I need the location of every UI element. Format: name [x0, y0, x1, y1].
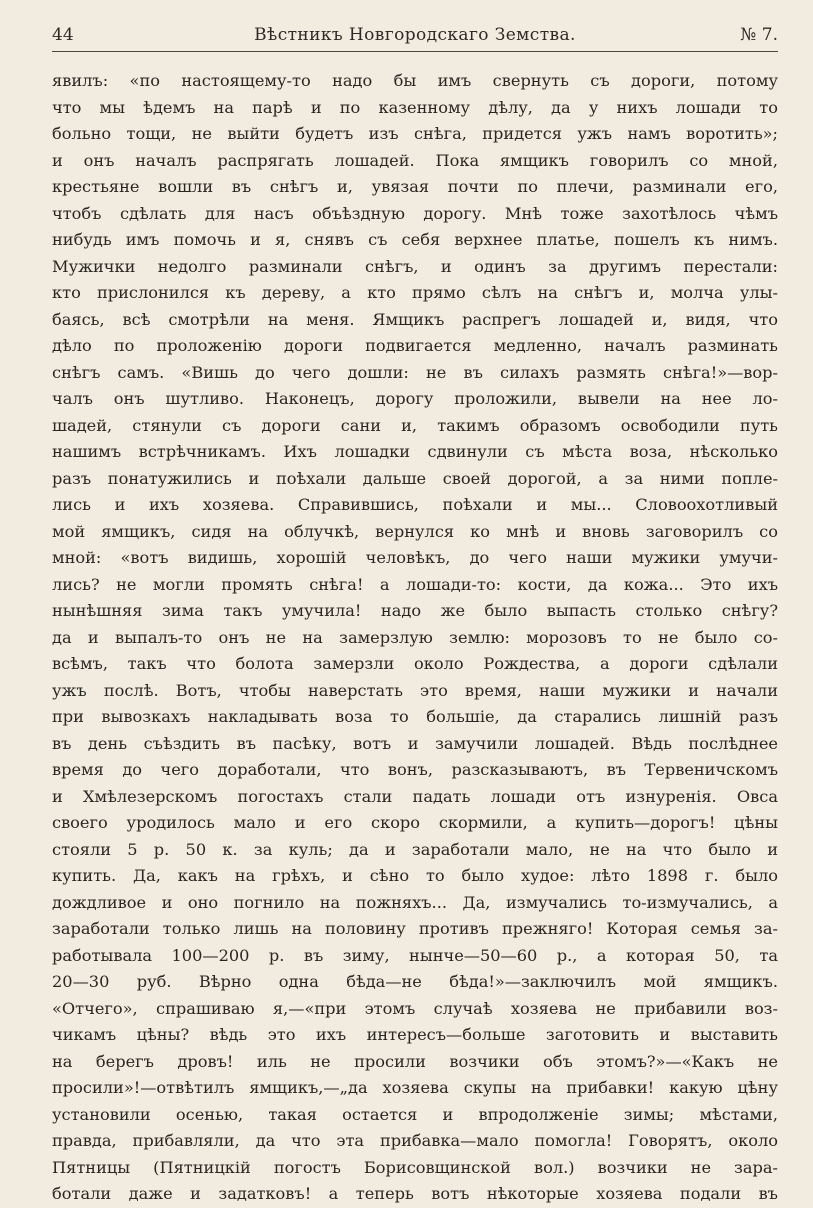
text-line: баясь, всѣ смотрѣли на меня. Ямщикъ распрегъ лошадей и, видя, что	[52, 309, 778, 329]
text-line: ужъ послѣ. Вотъ, чтобы наверстать это время, наши мужики и начали	[52, 680, 778, 700]
text-line: мной: «вотъ видишь, хорошій человѣкъ, до чего наши мужики умучи-	[52, 548, 778, 567]
text-line: нибудь имъ помочь и я, снявъ съ себя верхнее платье, пошелъ къ нимъ.	[52, 230, 778, 249]
text-line: явилъ: «по настоящему-то надо бы имъ свернуть съ дороги, потому	[52, 71, 778, 90]
text-line: крестьяне вошли въ снѣгъ и, увязая почти по плечи, разминали его,	[52, 177, 778, 196]
text-line: дождливое и оно погнило на пожняхъ... Да, измучались то-измучались, а	[52, 892, 778, 912]
running-header	[52, 22, 778, 48]
text-line: своего уродилось мало и его скоро скормили, а купить—дорогъ! цѣны	[52, 813, 778, 832]
text-line: что мы ѣдемъ на парѣ и по казенному дѣлу, да у нихъ лошади то	[52, 97, 778, 117]
body-text	[52, 68, 778, 1208]
text-line: чтобъ сдѣлать для насъ объѣздную дорогу. Мнѣ тоже захотѣлось чѣмъ	[52, 203, 778, 223]
text-line: Мужички недолго разминали снѣгъ, и одинъ за другимъ перестали:	[52, 256, 778, 276]
text-line: лись? не могли промять снѣга! а лошади-то: кости, да кожа... Это ихъ	[52, 574, 778, 594]
text-line: снѣгъ самъ. «Вишь до чего дошли: не въ силахъ размять снѣга!»—вор-	[52, 362, 778, 382]
page-number: 44	[52, 25, 74, 45]
text-line: установили осенью, такая остается и впродолженіе зимы; мѣстами,	[52, 1104, 778, 1124]
issue-number: № 7.	[740, 25, 778, 45]
text-line: и Хмѣлезерскомъ погостахъ стали падать лошади отъ изнуренія. Овса	[52, 786, 778, 806]
header-rule	[52, 51, 778, 52]
text-line: на берегъ дровъ! иль не просили возчики объ этомъ?»—«Какъ не	[52, 1051, 778, 1071]
text-line: разъ понатужились и поѣхали дальше своей дорогой, а за ними попле-	[52, 468, 778, 488]
text-line: и онъ началъ распрягать лошадей. Пока ямщикъ говорилъ со мной,	[52, 150, 778, 170]
text-line: просили»!—отвѣтилъ ямщикъ,—„да хозяева скупы на прибавки! какую цѣну	[52, 1078, 778, 1097]
text-line: дѣло по проложенію дороги подвигается медленно, началъ разминать	[52, 336, 778, 355]
text-line: заработали только лишь на половину противъ прежняго! Которая семья за-	[52, 919, 778, 938]
text-line: Пятницы (Пятницкій погостъ Борисовщинской вол.) возчики не зара-	[52, 1157, 778, 1177]
text-line: нынѣшняя зима такъ умучила! надо же было выпасть столько снѣгу?	[52, 601, 778, 620]
text-line: при вывозкахъ накладывать воза то большіе, да старались лишній разъ	[52, 707, 778, 726]
text-line: время до чего доработали, что вонъ, разсказываютъ, въ Тервеничскомъ	[52, 760, 778, 779]
text-line: работывала 100—200 р. въ зиму, нынче—50—60 р., а которая 50, та	[52, 945, 778, 965]
text-line: въ день съѣздить въ пасѣку, вотъ и замучили лошадей. Вѣдь послѣднее	[52, 733, 778, 753]
text-line: чалъ онъ шутливо. Наконецъ, дорогу проложили, вывели на нее ло-	[52, 389, 778, 408]
journal-title: Вѣстникъ Новгородскаго Земства.	[254, 25, 576, 45]
text-line: 20—30 руб. Вѣрно одна бѣда—не бѣда!»—заключилъ мой ямщикъ.	[52, 972, 778, 991]
text-line: ботали даже и задатковъ! а теперь вотъ нѣкоторые хозяева подали въ	[52, 1184, 778, 1203]
text-line: чикамъ цѣны? вѣдь это ихъ интересъ—больше заготовить и выставить	[52, 1025, 778, 1044]
text-line: больно тощи, не выйти будетъ изъ снѣга, придется ужъ намъ воротить»;	[52, 124, 778, 143]
text-line: нашимъ встрѣчникамъ. Ихъ лошадки сдвинули съ мѣста воза, нѣсколько	[52, 442, 778, 461]
text-line: мой ямщикъ, сидя на облучкѣ, вернулся ко мнѣ и вновь заговорилъ со	[52, 521, 778, 541]
text-line: правда, прибавляли, да что эта прибавка—мало помогла! Говорятъ, около	[52, 1131, 778, 1150]
text-line: купить. Да, какъ на грѣхъ, и сѣно то было худое: лѣто 1898 г. было	[52, 866, 778, 885]
text-line: «Отчего», спрашиваю я,—«при этомъ случаѣ хозяева не прибавили воз-	[52, 998, 778, 1018]
text-line: всѣмъ, такъ что болота замерзли около Рождества, а дороги сдѣлали	[52, 654, 778, 673]
text-line: кто прислонился къ дереву, а кто прямо сѣлъ на снѣгъ и, молча улы-	[52, 283, 778, 302]
text-line: шадей, стянули съ дороги сани и, такимъ образомъ освободили путь	[52, 415, 778, 435]
text-line: стояли 5 р. 50 к. за куль; да и заработали мало, не на что было и	[52, 839, 778, 859]
text-line: лись и ихъ хозяева. Справившись, поѣхали и мы... Словоохотливый	[52, 495, 778, 514]
text-line: да и выпалъ-то онъ не на замерзлую землю: морозовъ то не было со-	[52, 627, 778, 647]
